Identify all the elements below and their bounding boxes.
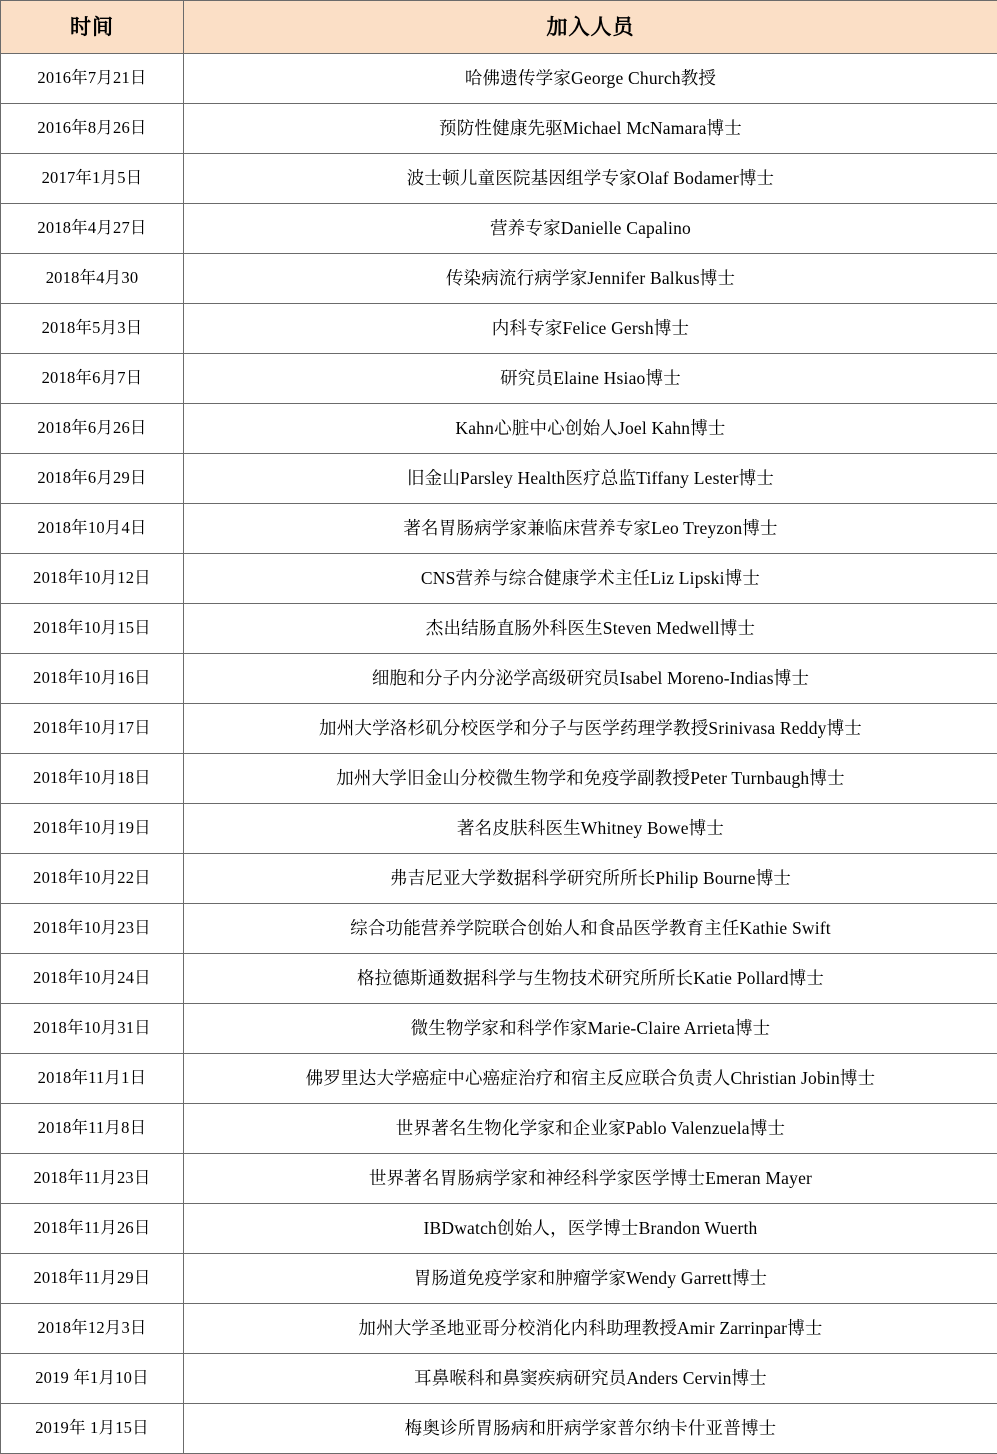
cell-date: 2018年4月27日 — [1, 204, 184, 254]
cell-date: 2016年8月26日 — [1, 104, 184, 154]
table-row — [1, 304, 997, 354]
cell-date: 2018年11月26日 — [1, 1204, 184, 1254]
table-row — [1, 1304, 997, 1354]
cell-person: 加州大学旧金山分校微生物学和免疫学副教授Peter Turnbaugh博士 — [184, 754, 997, 804]
table-row — [1, 1204, 997, 1254]
column-header-person: 加入人员 — [184, 1, 997, 54]
cell-person: 研究员Elaine Hsiao博士 — [184, 354, 997, 404]
cell-date: 2017年1月5日 — [1, 154, 184, 204]
table-row — [1, 254, 997, 304]
cell-person: IBDwatch创始人，医学博士Brandon Wuerth — [184, 1204, 997, 1254]
cell-date: 2019 年1月10日 — [1, 1354, 184, 1404]
cell-date: 2018年10月15日 — [1, 604, 184, 654]
cell-date: 2018年10月19日 — [1, 804, 184, 854]
table-row — [1, 1004, 997, 1054]
cell-date: 2018年10月18日 — [1, 754, 184, 804]
cell-person: 世界著名生物化学家和企业家Pablo Valenzuela博士 — [184, 1104, 997, 1154]
table-row — [1, 1104, 997, 1154]
cell-person: 胃肠道免疫学家和肿瘤学家Wendy Garrett博士 — [184, 1254, 997, 1304]
cell-person: 传染病流行病学家Jennifer Balkus博士 — [184, 254, 997, 304]
cell-date: 2018年10月22日 — [1, 854, 184, 904]
cell-person: 著名胃肠病学家兼临床营养专家Leo Treyzon博士 — [184, 504, 997, 554]
cell-person: 加州大学圣地亚哥分校消化内科助理教授Amir Zarrinpar博士 — [184, 1304, 997, 1354]
table-header-row — [1, 1, 997, 54]
cell-person: 耳鼻喉科和鼻窦疾病研究员Anders Cervin博士 — [184, 1354, 997, 1404]
cell-person: 加州大学洛杉矶分校医学和分子与医学药理学教授Srinivasa Reddy博士 — [184, 704, 997, 754]
cell-date: 2018年10月23日 — [1, 904, 184, 954]
cell-person: 哈佛遗传学家George Church教授 — [184, 54, 997, 104]
cell-person: CNS营养与综合健康学术主任Liz Lipski博士 — [184, 554, 997, 604]
table-header — [1, 1, 997, 54]
cell-person: 著名皮肤科医生Whitney Bowe博士 — [184, 804, 997, 854]
table-row — [1, 754, 997, 804]
cell-date: 2018年11月8日 — [1, 1104, 184, 1154]
table-row — [1, 354, 997, 404]
cell-person: 预防性健康先驱Michael McNamara博士 — [184, 104, 997, 154]
cell-person: 微生物学家和科学作家Marie-Claire Arrieta博士 — [184, 1004, 997, 1054]
cell-date: 2019年 1月15日 — [1, 1404, 184, 1454]
table-row — [1, 554, 997, 604]
cell-person: 营养专家Danielle Capalino — [184, 204, 997, 254]
cell-person: 细胞和分子内分泌学高级研究员Isabel Moreno-Indias博士 — [184, 654, 997, 704]
cell-date: 2018年11月23日 — [1, 1154, 184, 1204]
cell-date: 2016年7月21日 — [1, 54, 184, 104]
table-row — [1, 954, 997, 1004]
cell-date: 2018年12月3日 — [1, 1304, 184, 1354]
cell-date: 2018年4月30 — [1, 254, 184, 304]
table-row — [1, 154, 997, 204]
table-row — [1, 904, 997, 954]
table-row — [1, 1404, 997, 1454]
table-row — [1, 1254, 997, 1304]
table-row — [1, 804, 997, 854]
cell-person: 杰出结肠直肠外科医生Steven Medwell博士 — [184, 604, 997, 654]
table-body — [1, 54, 997, 1454]
cell-person: 梅奥诊所胃肠病和肝病学家普尔纳卡什亚普博士 — [184, 1404, 997, 1454]
table-row — [1, 1054, 997, 1104]
cell-date: 2018年6月26日 — [1, 404, 184, 454]
cell-date: 2018年10月24日 — [1, 954, 184, 1004]
table-row — [1, 404, 997, 454]
cell-date: 2018年6月29日 — [1, 454, 184, 504]
table-row — [1, 1154, 997, 1204]
cell-person: 格拉德斯通数据科学与生物技术研究所所长Katie Pollard博士 — [184, 954, 997, 1004]
cell-date: 2018年10月17日 — [1, 704, 184, 754]
cell-date: 2018年10月12日 — [1, 554, 184, 604]
table-row — [1, 604, 997, 654]
cell-date: 2018年10月4日 — [1, 504, 184, 554]
cell-date: 2018年5月3日 — [1, 304, 184, 354]
column-header-date: 时间 — [1, 1, 184, 54]
cell-person: 综合功能营养学院联合创始人和食品医学教育主任Kathie Swift — [184, 904, 997, 954]
cell-date: 2018年6月7日 — [1, 354, 184, 404]
table-row — [1, 454, 997, 504]
table-row — [1, 104, 997, 154]
table-row — [1, 504, 997, 554]
cell-person: Kahn心脏中心创始人Joel Kahn博士 — [184, 404, 997, 454]
cell-person: 波士顿儿童医院基因组学专家Olaf Bodamer博士 — [184, 154, 997, 204]
cell-date: 2018年11月1日 — [1, 1054, 184, 1104]
cell-date: 2018年11月29日 — [1, 1254, 184, 1304]
table-row — [1, 704, 997, 754]
table-row — [1, 654, 997, 704]
cell-person: 旧金山Parsley Health医疗总监Tiffany Lester博士 — [184, 454, 997, 504]
cell-person: 内科专家Felice Gersh博士 — [184, 304, 997, 354]
table-row — [1, 204, 997, 254]
cell-date: 2018年10月31日 — [1, 1004, 184, 1054]
table-row — [1, 854, 997, 904]
cell-person: 弗吉尼亚大学数据科学研究所所长Philip Bourne博士 — [184, 854, 997, 904]
table-row — [1, 54, 997, 104]
cell-person: 世界著名胃肠病学家和神经科学家医学博士Emeran Mayer — [184, 1154, 997, 1204]
cell-person: 佛罗里达大学癌症中心癌症治疗和宿主反应联合负责人Christian Jobin博士 — [184, 1054, 997, 1104]
table-row — [1, 1354, 997, 1404]
cell-date: 2018年10月16日 — [1, 654, 184, 704]
